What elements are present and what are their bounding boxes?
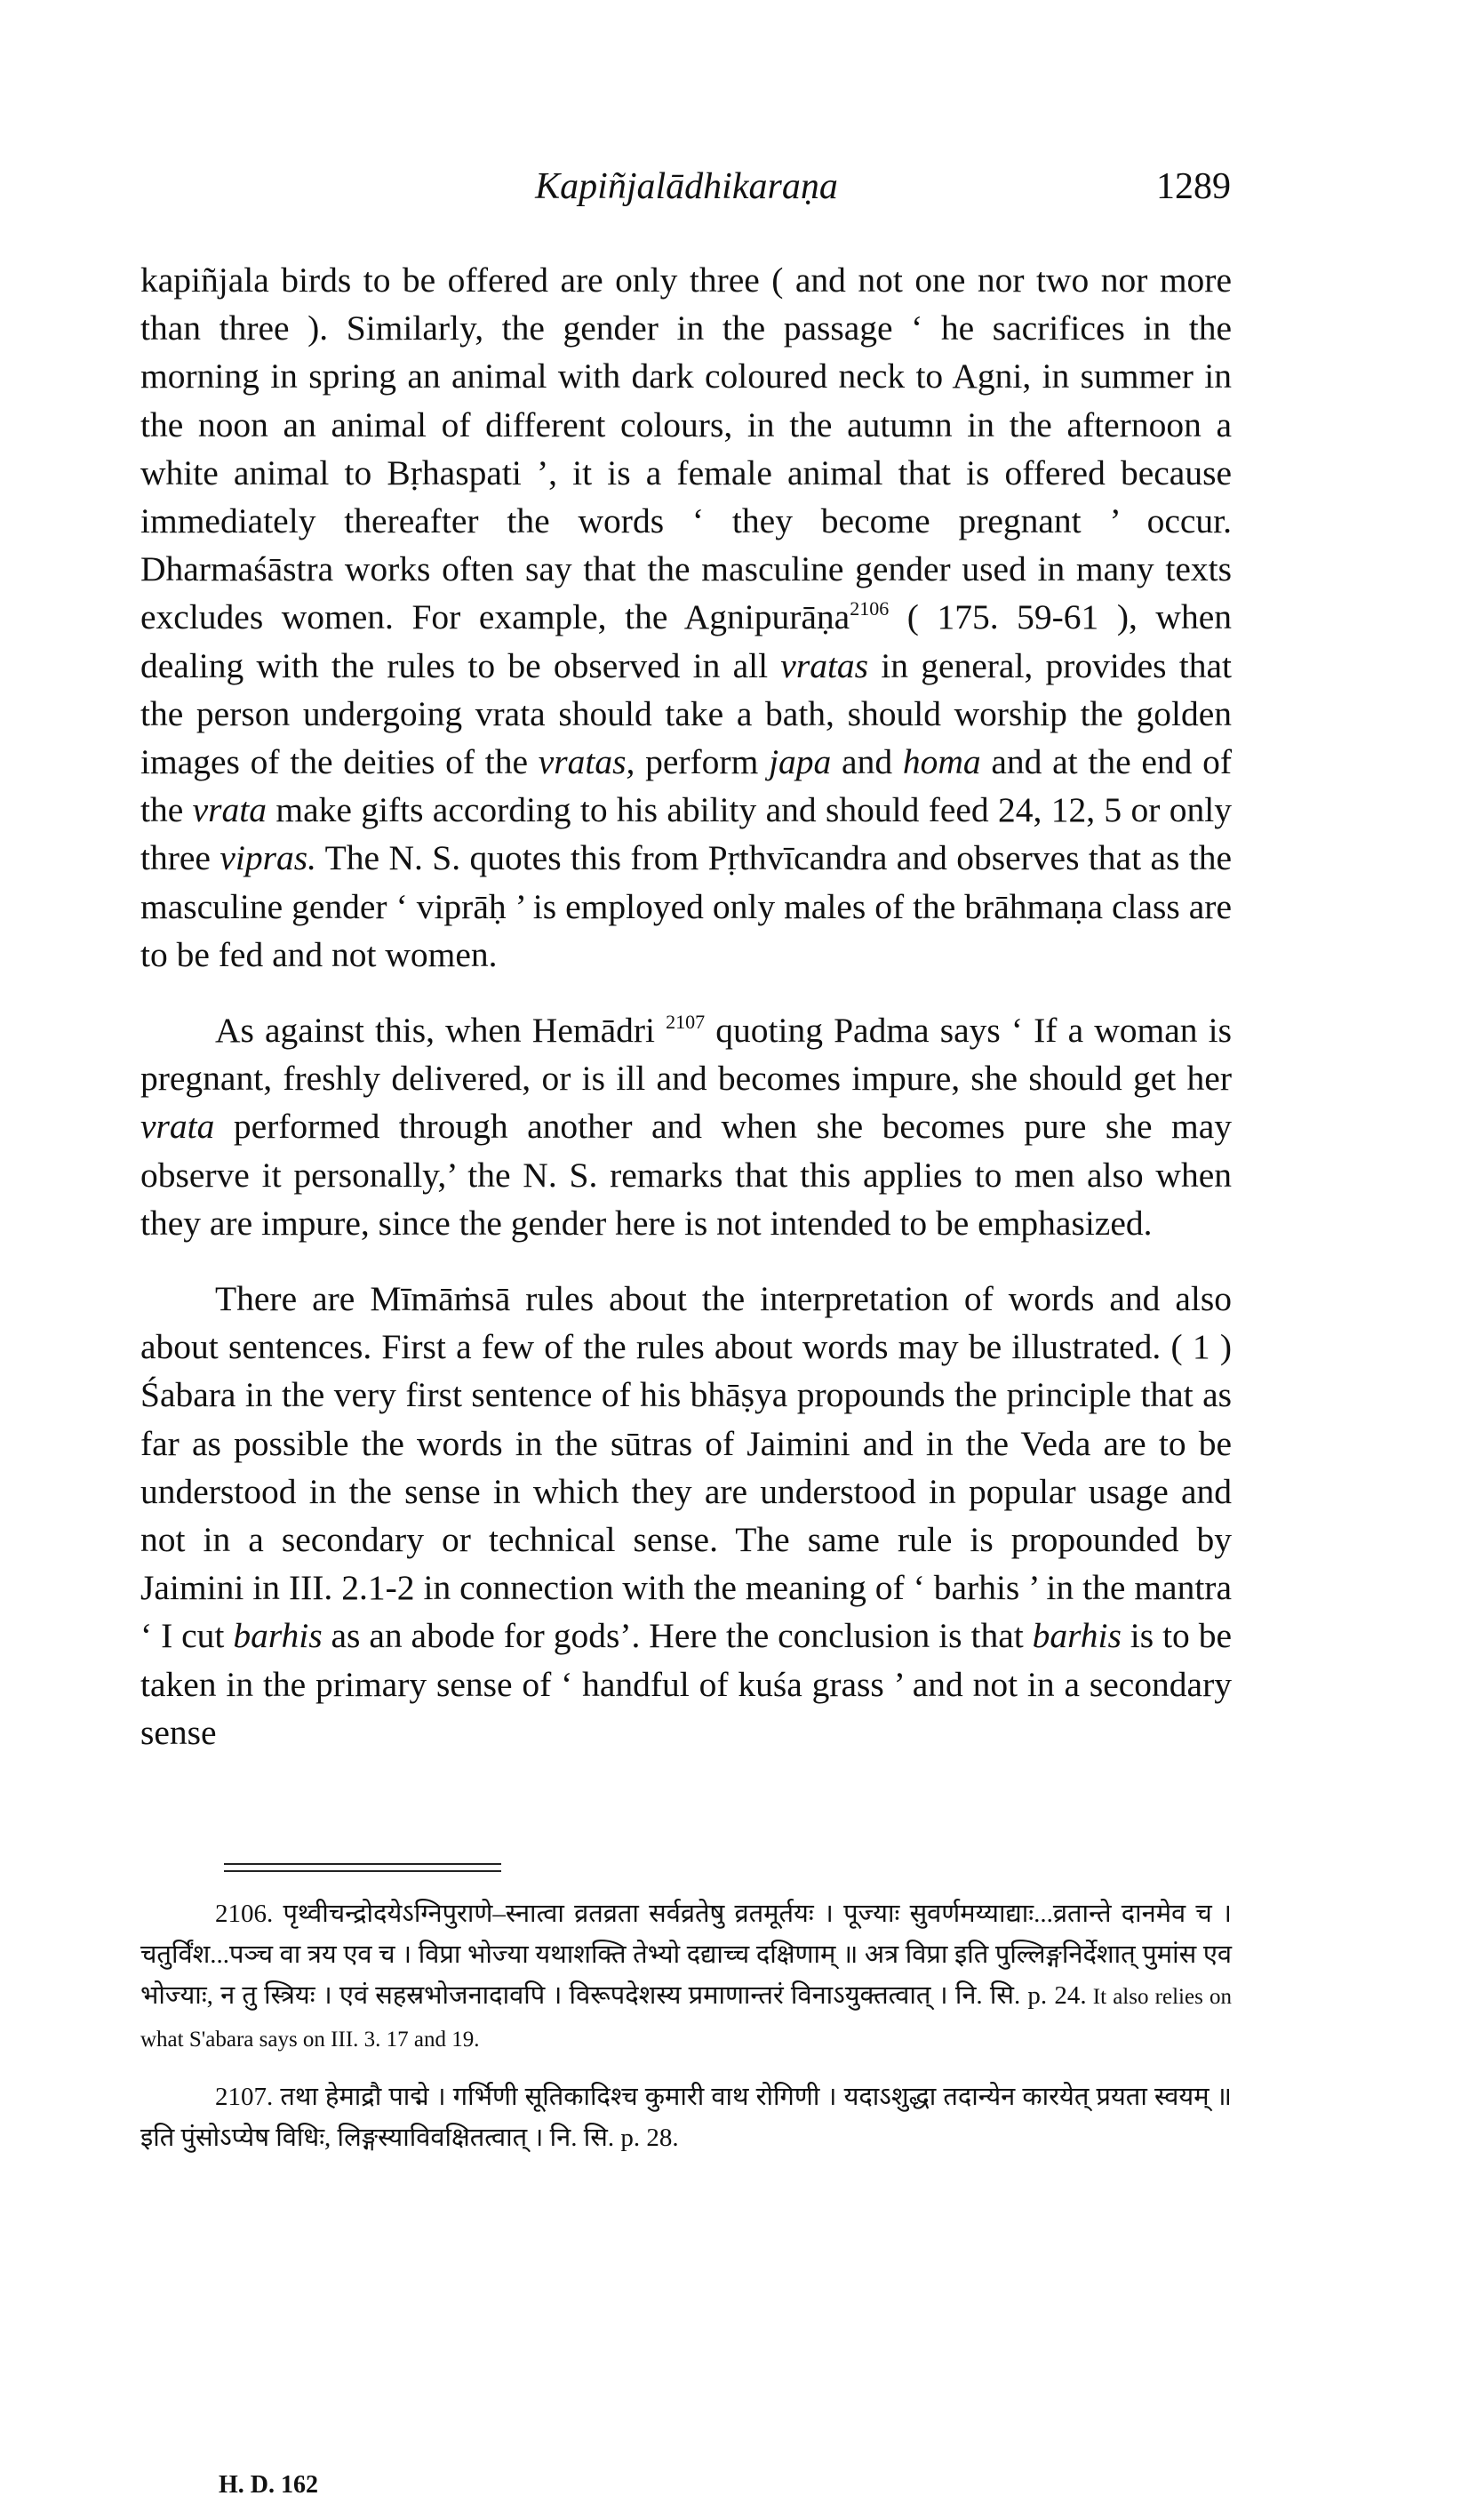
signature-mark: H. D. 162 bbox=[219, 2471, 318, 2499]
p2-text-c: performed through another and when she becomes pure she may observe it personally,’ the N. S. remarks that this applies to men also when they are impure, since the gender here is not intended to be emphasized. bbox=[140, 1107, 1232, 1243]
p1-text-h: The N. S. quotes this from Pṛthvīcandra and observes that as the masculine gender ‘ viprāḥ ’ is employed only males of the brāhmaṇa class are to be fed and not women. bbox=[140, 838, 1232, 974]
p3-text-c: is to be taken in the primary sense of ‘ handful of kuśa grass ’ and not in a secondary sense bbox=[140, 1616, 1232, 1752]
paragraph-1 bbox=[140, 256, 1232, 979]
p2-italic-vrata: vrata bbox=[140, 1107, 215, 1147]
p1-italic-vratas: vratas bbox=[780, 645, 869, 685]
footnote-sanskrit-text: तथा हेमाद्रौ पाद्मे । गर्भिणी सूतिकादिश्च कुमारी वाथ रोगिणी । यदाऽशुद्धा तदान्येन कारयेत् प्रयता स्वयम् ॥ इति पुंसोऽप्येष विधिः, लिङ्गस्याविवक्षितत्वात् । नि. सि. p. 28. bbox=[140, 2083, 1233, 2152]
footnote-english-text: It also relies on what S'abara says on III. 3. 17 and 19. bbox=[140, 1985, 1232, 2052]
p1-italic-vrata: vrata bbox=[192, 790, 267, 830]
footnote-ref-2106: 2106 bbox=[850, 597, 890, 620]
body-text bbox=[140, 256, 1232, 1756]
p1-text-a: kapiñjala birds to be offered are only three ( and not one nor two nor more than three ). Similarly, the gender in the passage ‘ he sacrifices in the morning in spring an animal with dark coloured neck to Agni, in summer in the noon an animal of different colours, in the autumn in the afternoon a white animal to Bṛhaspati ’, it is a female animal that is offered because immediately thereafter the words ‘ they become pregnant ’ occur. Dharmaśāstra works often say that the masculine gender used in many texts excludes women. For example, the Agnipurāṇa bbox=[140, 260, 1232, 637]
paragraph-3 bbox=[140, 1275, 1232, 1756]
footnote-2107 bbox=[140, 2076, 1232, 2158]
footnote-ref-2107: 2107 bbox=[666, 1011, 706, 1034]
p1-text-b: ( 175. 59-61 ), when dealing with the rules to be observed in all bbox=[140, 597, 1232, 685]
footnotes bbox=[140, 1893, 1232, 2158]
p1-text-c: in general, provides that the person undergoing vrata should take a bath, should worship the golden images of the deities of the bbox=[140, 645, 1233, 782]
p3-text-a: There are Mīmāṁsā rules about the interpretation of words and also about sentences. First a few of the rules about words may be illustrated. ( 1 ) Śabara in the very first sentence of his bhāṣya propounds the principle that as far as possible the words in the sūtras of Jaimini and in the Veda are to be understood in the sense in which they are understood in popular usage and not in a secondary or technical sense. The same rule is propounded by Jaimini in III. 2.1-2 in connection with the meaning of ‘ barhis ’ in the mantra ‘ I cut bbox=[140, 1279, 1232, 1656]
p1-italic-vipras: vipras. bbox=[220, 838, 316, 878]
running-head bbox=[142, 165, 1231, 219]
p1-text-g: make gifts according to his ability and should feed 24, 12, 5 or only three bbox=[140, 790, 1232, 878]
p1-text-d: perform bbox=[635, 742, 770, 782]
running-title: Kapiñjalādhikaraṇa bbox=[535, 166, 838, 207]
p2-text-a: As against this, when Hemādri bbox=[215, 1011, 667, 1051]
p2-text-b: quoting Padma says ‘ If a woman is pregnant, freshly delivered, or is ill and becomes impure, she should get her bbox=[140, 1011, 1232, 1099]
p1-text-e: and bbox=[831, 742, 903, 782]
paragraph-2 bbox=[140, 1006, 1232, 1247]
p3-italic-barhis-2: barhis bbox=[1032, 1616, 1122, 1656]
p3-text-b: as an abode for gods’. Here the conclusion is that bbox=[322, 1616, 1033, 1656]
footnote-2106 bbox=[140, 1893, 1232, 2060]
page-number: 1289 bbox=[1156, 166, 1231, 207]
p1-text-f: and at the end of the bbox=[140, 742, 1233, 830]
p3-italic-barhis: barhis bbox=[233, 1616, 323, 1656]
footnote-number: 2106. bbox=[215, 1900, 274, 1928]
p1-italic-japa: japa bbox=[769, 742, 832, 782]
footnote-number: 2107. bbox=[215, 2083, 274, 2111]
footnote-separator bbox=[224, 1863, 501, 1872]
p1-italic-vratas-2: vratas, bbox=[538, 742, 635, 782]
p1-italic-homa: homa bbox=[902, 742, 981, 782]
footnote-sanskrit-text: पृथ्वीचन्द्रोदयेऽग्निपुराणे–स्नात्वा व्रतव्रता सर्वव्रतेषु व्रतमूर्तयः । पूज्याः सुवर्णमय्याद्याः...व्रतान्ते दानमेव च । चतुर्विंश...पञ्च वा त्रय एव च । विप्रा भोज्या यथाशक्ति तेभ्यो दद्याच्च दक्षिणाम् ॥ अत्र विप्रा इति पुल्लिङ्गनिर्देशात् पुमांस एव भोज्याः, न तु स्त्रियः । एवं सहस्रभोजनादावपि । विरूपदेशस्य प्रमाणान्तरं विनाऽयुक्तत्वात् । नि. सि. p. 24. bbox=[140, 1900, 1232, 2010]
